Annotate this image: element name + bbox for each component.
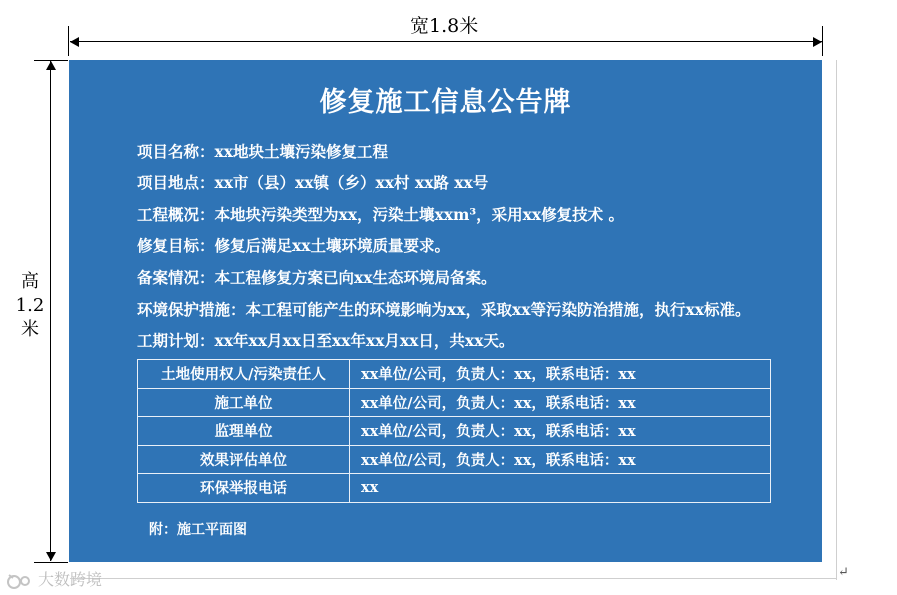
table-row bbox=[138, 445, 771, 474]
table-row bbox=[138, 417, 771, 446]
table-row bbox=[138, 360, 771, 389]
height-dimension-line bbox=[50, 61, 51, 561]
width-dimension-label: 宽1.8米 bbox=[410, 15, 479, 37]
arrow-down-icon bbox=[46, 552, 56, 561]
watermark-text: 大数跨境 bbox=[38, 570, 103, 589]
table-cell-role: 土地使用权人/污染责任人 bbox=[138, 360, 350, 389]
table-cell-detail: xx单位/公司，负责人：xx，联系电话：xx bbox=[350, 360, 771, 389]
page-frame-bottom bbox=[70, 578, 837, 579]
table-row bbox=[138, 388, 771, 417]
schedule-line: 工期计划：xx年xx月xx日至xx年xx月xx日，共xx天。 bbox=[137, 331, 515, 350]
project-overview-line: 工程概况：本地块污染类型为xx，污染土壤xxm³，采用xx修复技术 。 bbox=[137, 205, 625, 224]
height-dimension-tick-bottom bbox=[34, 562, 68, 563]
project-name-line: 项目名称：xx地块土壤污染修复工程 bbox=[137, 142, 388, 161]
height-label-line: 1.2 bbox=[15, 295, 45, 316]
height-label-line: 高 bbox=[21, 271, 39, 292]
table-cell-role: 效果评估单位 bbox=[138, 445, 350, 474]
environmental-measures-line: 环境保护措施：本工程可能产生的环境影响为xx，采取xx等污染防治措施，执行xx标准。 bbox=[137, 300, 751, 319]
height-dimension-label bbox=[14, 270, 46, 342]
board-title: 修复施工信息公告牌 bbox=[319, 87, 572, 118]
watermark bbox=[6, 567, 102, 590]
paragraph-mark-icon: ↵ bbox=[838, 565, 849, 580]
width-dimension-tick-right bbox=[822, 26, 823, 56]
table-cell-role: 环保举报电话 bbox=[138, 474, 350, 503]
table-row bbox=[138, 474, 771, 503]
arrow-right-icon bbox=[813, 37, 822, 47]
project-location-line: 项目地点：xx市（县）xx镇（乡）xx村 xx路 xx号 bbox=[137, 173, 489, 192]
table-cell-detail: xx单位/公司，负责人：xx，联系电话：xx bbox=[350, 445, 771, 474]
table-cell-role: 监理单位 bbox=[138, 417, 350, 446]
table-cell-detail: xx单位/公司，负责人：xx，联系电话：xx bbox=[350, 417, 771, 446]
remediation-goal-line: 修复目标：修复后满足xx土壤环境质量要求。 bbox=[137, 236, 450, 255]
watermark-logo-icon bbox=[6, 572, 34, 590]
page-frame-right bbox=[836, 60, 837, 580]
table-cell-role: 施工单位 bbox=[138, 388, 350, 417]
notice-board bbox=[69, 60, 822, 562]
arrow-up-icon bbox=[46, 61, 56, 70]
filing-status-line: 备案情况：本工程修复方案已向xx生态环境局备案。 bbox=[137, 268, 497, 287]
table-cell-detail: xx bbox=[350, 474, 771, 503]
width-dimension-tick-left bbox=[68, 26, 69, 56]
responsibility-table bbox=[137, 359, 771, 503]
arrow-left-icon bbox=[70, 37, 79, 47]
table-cell-detail: xx单位/公司，负责人：xx，联系电话：xx bbox=[350, 388, 771, 417]
width-dimension-line bbox=[70, 41, 822, 42]
attachment-note: 附：施工平面图 bbox=[149, 522, 247, 538]
height-label-line: 米 bbox=[21, 319, 39, 340]
